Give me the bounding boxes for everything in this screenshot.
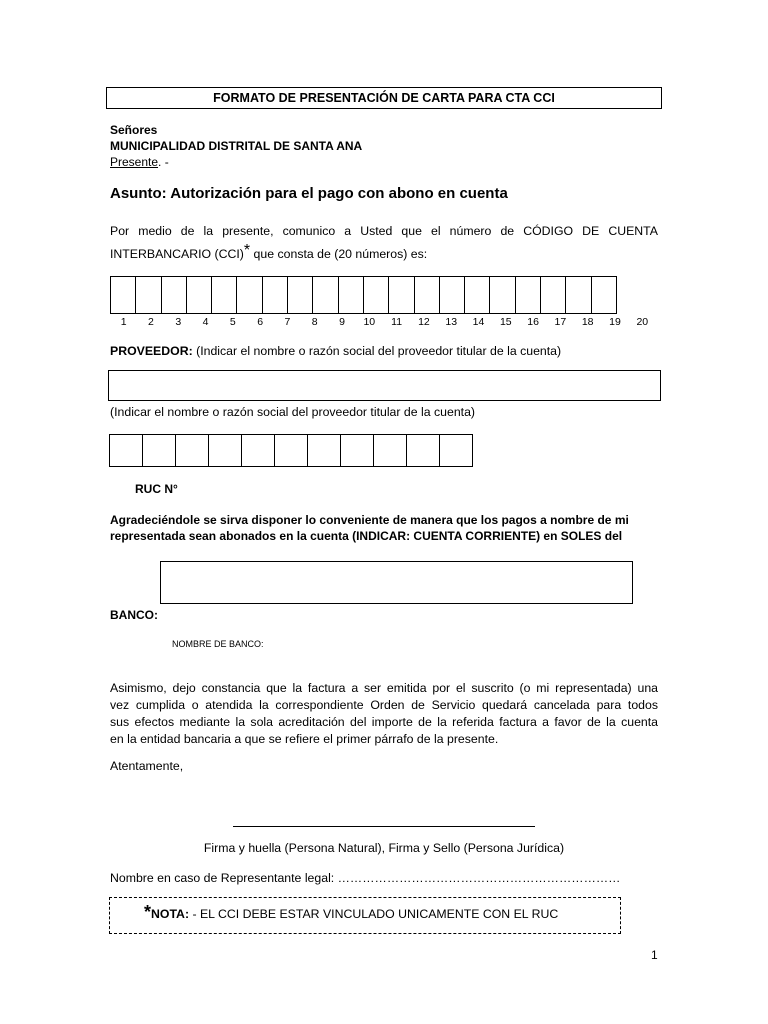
intro-cci-suffix: que consta de (20 números) es: <box>250 247 428 261</box>
closing-line: en la entidad bancaria a que se refiere el primer párrafo de la presente. <box>110 732 499 746</box>
cci-digit-box[interactable] <box>312 276 338 314</box>
closing-paragraph <box>110 680 658 748</box>
cci-digit-box[interactable] <box>565 276 591 314</box>
intro-line-1: Por medio de la presente, comunico a Usted que el número de CÓDIGO DE CUENTA <box>110 224 658 238</box>
cci-digit-number: 15 <box>499 316 512 328</box>
intro-line-2 <box>110 242 428 263</box>
ruc-digit-boxes <box>109 434 472 467</box>
note-label: NOTA: <box>151 907 190 921</box>
note-box <box>109 897 621 934</box>
intro-cci-label: INTERBANCARIO (CCI) <box>110 247 244 261</box>
subject: Asunto: Autorización para el pago con abono en cuenta <box>110 185 508 202</box>
ruc-digit-box[interactable] <box>208 434 242 467</box>
ruc-label: RUC N° <box>135 482 178 496</box>
ruc-digit-box[interactable] <box>340 434 374 467</box>
cci-digit-box[interactable] <box>489 276 515 314</box>
ruc-digit-box[interactable] <box>439 434 473 467</box>
cci-digit-box[interactable] <box>135 276 161 314</box>
proveedor-line <box>110 343 561 360</box>
cci-digit-box[interactable] <box>161 276 187 314</box>
ruc-digit-box[interactable] <box>175 434 209 467</box>
signature-line <box>233 826 535 827</box>
cci-digit-boxes <box>110 276 616 314</box>
account-line-1: Agradeciéndole se sirva disponer lo conveniente de manera que los pagos a nombre de mi <box>110 513 629 527</box>
ruc-digit-box[interactable] <box>142 434 176 467</box>
bank-label: BANCO: <box>110 608 158 622</box>
cci-digit-number: 3 <box>175 316 182 328</box>
cci-digit-number: 17 <box>554 316 567 328</box>
salutation: Señores <box>110 123 158 137</box>
cci-digit-box[interactable] <box>186 276 212 314</box>
ruc-digit-box[interactable] <box>241 434 275 467</box>
cci-digit-box[interactable] <box>110 276 136 314</box>
cci-digit-box[interactable] <box>464 276 490 314</box>
account-field[interactable] <box>160 561 633 604</box>
cci-digit-number: 20 <box>636 316 649 328</box>
proveedor-hint-below: (Indicar el nombre o razón social del proveedor titular de la cuenta) <box>110 405 476 419</box>
recipient-entity: MUNICIPALIDAD DISTRITAL DE SANTA ANA <box>110 139 363 153</box>
account-line-2: representada sean abonados en la cuenta (INDICAR: CUENTA CORRIENTE) en SOLES del <box>110 529 623 543</box>
document-title: FORMATO DE PRESENTACIÓN DE CARTA PARA CTA CCI <box>106 87 662 109</box>
legal-representative-line: Nombre en caso de Representante legal: …………………………………………………………… <box>110 871 621 885</box>
cci-digit-number: 14 <box>472 316 485 328</box>
cci-digit-number: 7 <box>284 316 291 328</box>
cci-digit-box[interactable] <box>363 276 389 314</box>
cci-digit-box[interactable] <box>338 276 364 314</box>
closing-line: vez cumplida o atendida la correspondiente Orden de Servicio quedará cancelada para todos <box>110 698 658 712</box>
cci-digit-number: 6 <box>257 316 264 328</box>
cci-digit-number: 12 <box>418 316 430 328</box>
proveedor-label: PROVEEDOR: <box>110 344 193 358</box>
cci-digit-number: 13 <box>445 316 458 328</box>
cci-digit-box[interactable] <box>388 276 414 314</box>
cci-digit-box[interactable] <box>540 276 566 314</box>
cci-digit-number: 16 <box>527 316 539 328</box>
proveedor-hint: (Indicar el nombre o razón social del proveedor titular de la cuenta) <box>192 344 562 358</box>
regards: Atentamente, <box>110 759 184 773</box>
cci-digit-box[interactable] <box>211 276 237 314</box>
cci-digit-box[interactable] <box>262 276 288 314</box>
asterisk-mark: * <box>243 242 251 259</box>
closing-line: sus efectos mediante la sola acreditación del importe de la referida factura a favor de la cuenta <box>110 715 658 729</box>
ruc-digit-box[interactable] <box>373 434 407 467</box>
cci-digit-number: 2 <box>148 316 154 328</box>
cci-digit-box[interactable] <box>287 276 313 314</box>
bank-name-label: NOMBRE DE BANCO: <box>172 639 264 649</box>
cci-digit-number: 10 <box>363 316 376 328</box>
closing-line: Asimismo, dejo constancia que la factura a ser emitida por el suscrito (o mi representada) una <box>110 681 658 695</box>
cci-digit-number: 1 <box>120 316 127 328</box>
cci-digit-box[interactable] <box>439 276 465 314</box>
cci-digit-number: 18 <box>581 316 594 328</box>
ruc-digit-box[interactable] <box>307 434 341 467</box>
presente-word: Presente <box>110 155 159 169</box>
note-asterisk: * <box>144 902 152 922</box>
cci-digit-number: 19 <box>609 316 621 328</box>
presente-line <box>110 155 169 169</box>
cci-digit-box[interactable] <box>591 276 617 314</box>
cci-digit-number: 4 <box>202 316 209 328</box>
ruc-digit-box[interactable] <box>274 434 308 467</box>
note-content <box>144 902 558 923</box>
proveedor-name-field[interactable] <box>108 370 661 401</box>
cci-digit-number: 8 <box>311 316 318 328</box>
presente-suffix: . - <box>158 155 169 169</box>
note-text: - EL CCI DEBE ESTAR VINCULADO UNICAMENTE CON EL RUC <box>189 907 559 921</box>
cci-digit-number: 9 <box>339 316 345 328</box>
signature-caption: Firma y huella (Persona Natural), Firma y Sello (Persona Jurídica) <box>203 841 565 855</box>
ruc-digit-box[interactable] <box>109 434 143 467</box>
ruc-digit-box[interactable] <box>406 434 440 467</box>
cci-digit-number: 5 <box>229 316 236 328</box>
page-number: 1 <box>651 948 658 962</box>
cci-digit-box[interactable] <box>414 276 440 314</box>
cci-digit-number: 11 <box>391 316 403 328</box>
cci-digit-numbers <box>110 316 656 328</box>
cci-digit-box[interactable] <box>515 276 541 314</box>
cci-digit-box[interactable] <box>236 276 262 314</box>
